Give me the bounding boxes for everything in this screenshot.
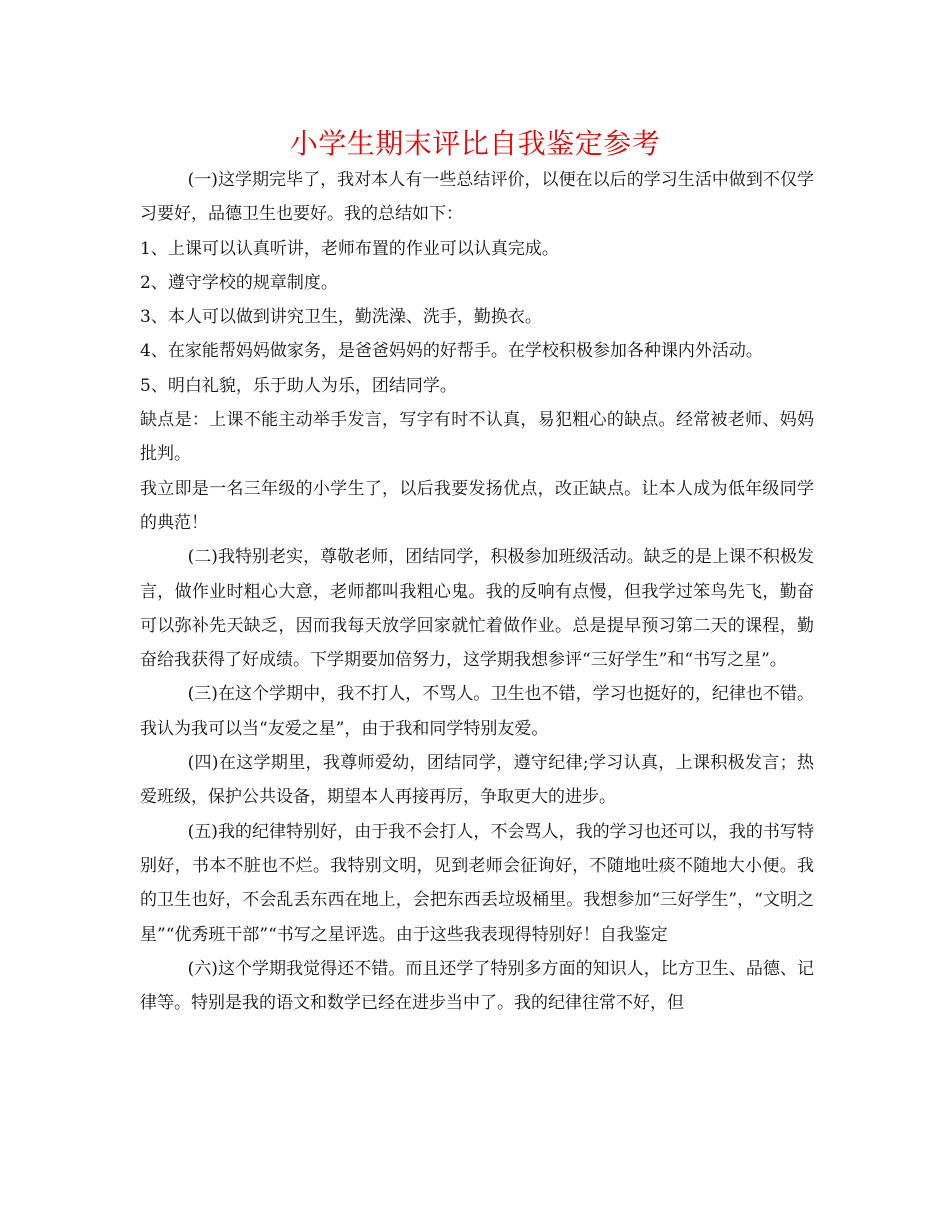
paragraph-6: (六)这个学期我觉得还不错。而且还学了特别多方面的知识人，比方卫生、品德、记律等。特别是我的语文和数学已经在进步当中了。我的纪律往常不好，但 <box>140 958 814 1014</box>
paragraph-2: (二)我特别老实，尊敬老师，团结同学，积极参加班级活动。缺乏的是上课不积极发言，做作业时粗心大意，老师都叫我粗心鬼。我的反响有点慢，但我学过笨鸟先飞，勤奋可以弥补先天缺乏，因而我每天放学回家就忙着做作业。总是提早预习第二天的课程，勤奋给我获得了好成绩。下学期要加倍努力，这学期我想参评“三好学生”和“书写之星”。 <box>140 547 814 671</box>
paragraph-5: (五)我的纪律特别好，由于我不会打人，不会骂人，我的学习也还可以，我的书写特别好，书本不脏也不烂。我特别文明，见到老师会征询好，不随地吐痰不随地大小便。我的卫生也好，不会乱丢东西在地上，会把东西丢垃圾桶里。我想参加“三好学生”，“文明之星”“优秀班干部”“书写之星评选。由于这些我表现得特别好！自我鉴定 <box>140 821 814 945</box>
list-item-1: 1、上课可以认真听讲，老师布置的作业可以认真完成。 <box>140 238 559 259</box>
document-body <box>140 163 814 1020</box>
paragraph-1: (一)这学期完毕了，我对本人有一些总结评价，以便在以后的学习生活中做到不仅学习要好，品德卫生也要好。我的总结如下： <box>140 170 814 225</box>
list-item-2: 2、遵守学校的规章制度。 <box>140 272 338 293</box>
paragraph-3: (三)在这个学期中，我不打人，不骂人。卫生也不错，学习也挺好的，纪律也不错。我认为我可以当“友爱之星”，由于我和同学特别友爱。 <box>140 684 814 739</box>
shortcomings-paragraph: 缺点是：上课不能主动举手发言，写字有时不认真，易犯粗心的缺点。经常被老师、妈妈批判。 <box>140 410 814 465</box>
list-item-4: 4、在家能帮妈妈做家务，是爸爸妈妈的好帮手。在学校积极参加各种课内外活动。 <box>140 341 763 362</box>
paragraph-4: (四)在这学期里，我尊师爱幼，团结同学，遵守纪律;学习认真，上课积极发言；热爱班级，保护公共设备，期望本人再接再厉，争取更大的进步。 <box>140 753 814 808</box>
list-item-3: 3、本人可以做到讲究卫生，勤洗澡、洗手，勤换衣。 <box>140 307 542 328</box>
resolution-paragraph: 我立即是一名三年级的小学生了，以后我要发扬优点，改正缺点。让本人成为低年级同学的典范！ <box>140 478 814 533</box>
list-item-5: 5、明白礼貌，乐于助人为乐，团结同学。 <box>140 375 457 396</box>
document-title: 小学生期末评比自我鉴定参考 <box>289 127 661 160</box>
